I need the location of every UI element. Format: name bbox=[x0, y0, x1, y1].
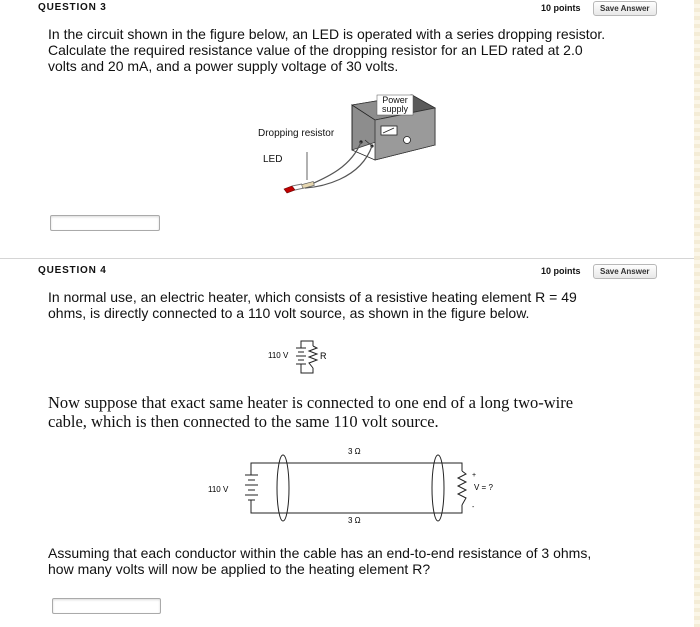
question-3-line: volts and 20 mA, and a power supply voltage of 30 volts. bbox=[48, 58, 399, 74]
resistor-label: R bbox=[320, 351, 327, 361]
save-answer-button-q3[interactable]: Save Answer bbox=[593, 1, 657, 16]
question-3-line: In the circuit shown in the figure below, an LED is operated with a series dropping resistor. bbox=[48, 26, 606, 42]
power-supply-label: Power bbox=[382, 95, 408, 105]
resistor-icon bbox=[309, 346, 317, 368]
question-4-title: QUESTION 4 bbox=[38, 265, 107, 276]
heater-resistor-icon bbox=[458, 471, 466, 505]
power-supply-label: supply bbox=[381, 104, 409, 114]
question-3-line: Calculate the required resistance value of the dropping resistor for an LED rated at 2.0 bbox=[48, 42, 583, 58]
led-circuit-figure bbox=[250, 90, 450, 200]
cable-bottom-resistance: 3 Ω bbox=[348, 516, 361, 525]
cable-end-left bbox=[277, 455, 289, 521]
knob-icon bbox=[404, 137, 411, 144]
led-icon bbox=[284, 186, 295, 193]
question-3-header bbox=[0, 0, 694, 22]
question-4-intro bbox=[48, 289, 577, 321]
question-4-middle bbox=[48, 393, 573, 431]
question-4-line: how many volts will now be applied to the heating element R? bbox=[48, 561, 431, 577]
cable-top-resistance: 3 Ω bbox=[348, 447, 361, 456]
svg-text:+: + bbox=[472, 472, 477, 479]
save-answer-button-q4[interactable]: Save Answer bbox=[593, 264, 657, 279]
question-4-line: Now suppose that exact same heater is connected to one end of a long two-wire bbox=[48, 393, 574, 412]
svg-text:-: - bbox=[472, 504, 475, 511]
question-4-question bbox=[48, 545, 591, 577]
answer-input-q4[interactable] bbox=[52, 598, 161, 614]
question-3-points: 10 points bbox=[541, 3, 581, 13]
source-voltage-label: 110 V bbox=[268, 351, 289, 360]
question-4-header bbox=[0, 258, 694, 281]
question-3-title: QUESTION 3 bbox=[38, 2, 107, 13]
page-edge bbox=[694, 0, 700, 627]
unknown-voltage-label: V = ? bbox=[474, 483, 493, 492]
question-4-points: 10 points bbox=[541, 266, 581, 276]
dropping-resistor-label: Dropping resistor bbox=[258, 128, 335, 139]
question-3-text bbox=[48, 26, 605, 74]
question-4-line: In normal use, an electric heater, which consists of a resistive heating element R = 49 bbox=[48, 289, 577, 305]
cable-source-voltage: 110 V bbox=[208, 485, 229, 494]
cable-end-right bbox=[432, 455, 444, 521]
heater-circuit-figure bbox=[262, 338, 352, 378]
cable-circuit-figure bbox=[200, 443, 520, 533]
answer-input-q3[interactable] bbox=[50, 215, 160, 231]
battery-icon bbox=[245, 475, 258, 500]
question-4-line: ohms, is directly connected to a 110 volt source, as shown in the figure below. bbox=[48, 305, 530, 321]
question-4-line: Assuming that each conductor within the cable has an end-to-end resistance of 3 ohms, bbox=[48, 545, 592, 561]
battery-icon bbox=[296, 348, 306, 364]
led-label: LED bbox=[263, 154, 283, 165]
question-4-line: cable, which is then connected to the same 110 volt source. bbox=[48, 412, 439, 431]
